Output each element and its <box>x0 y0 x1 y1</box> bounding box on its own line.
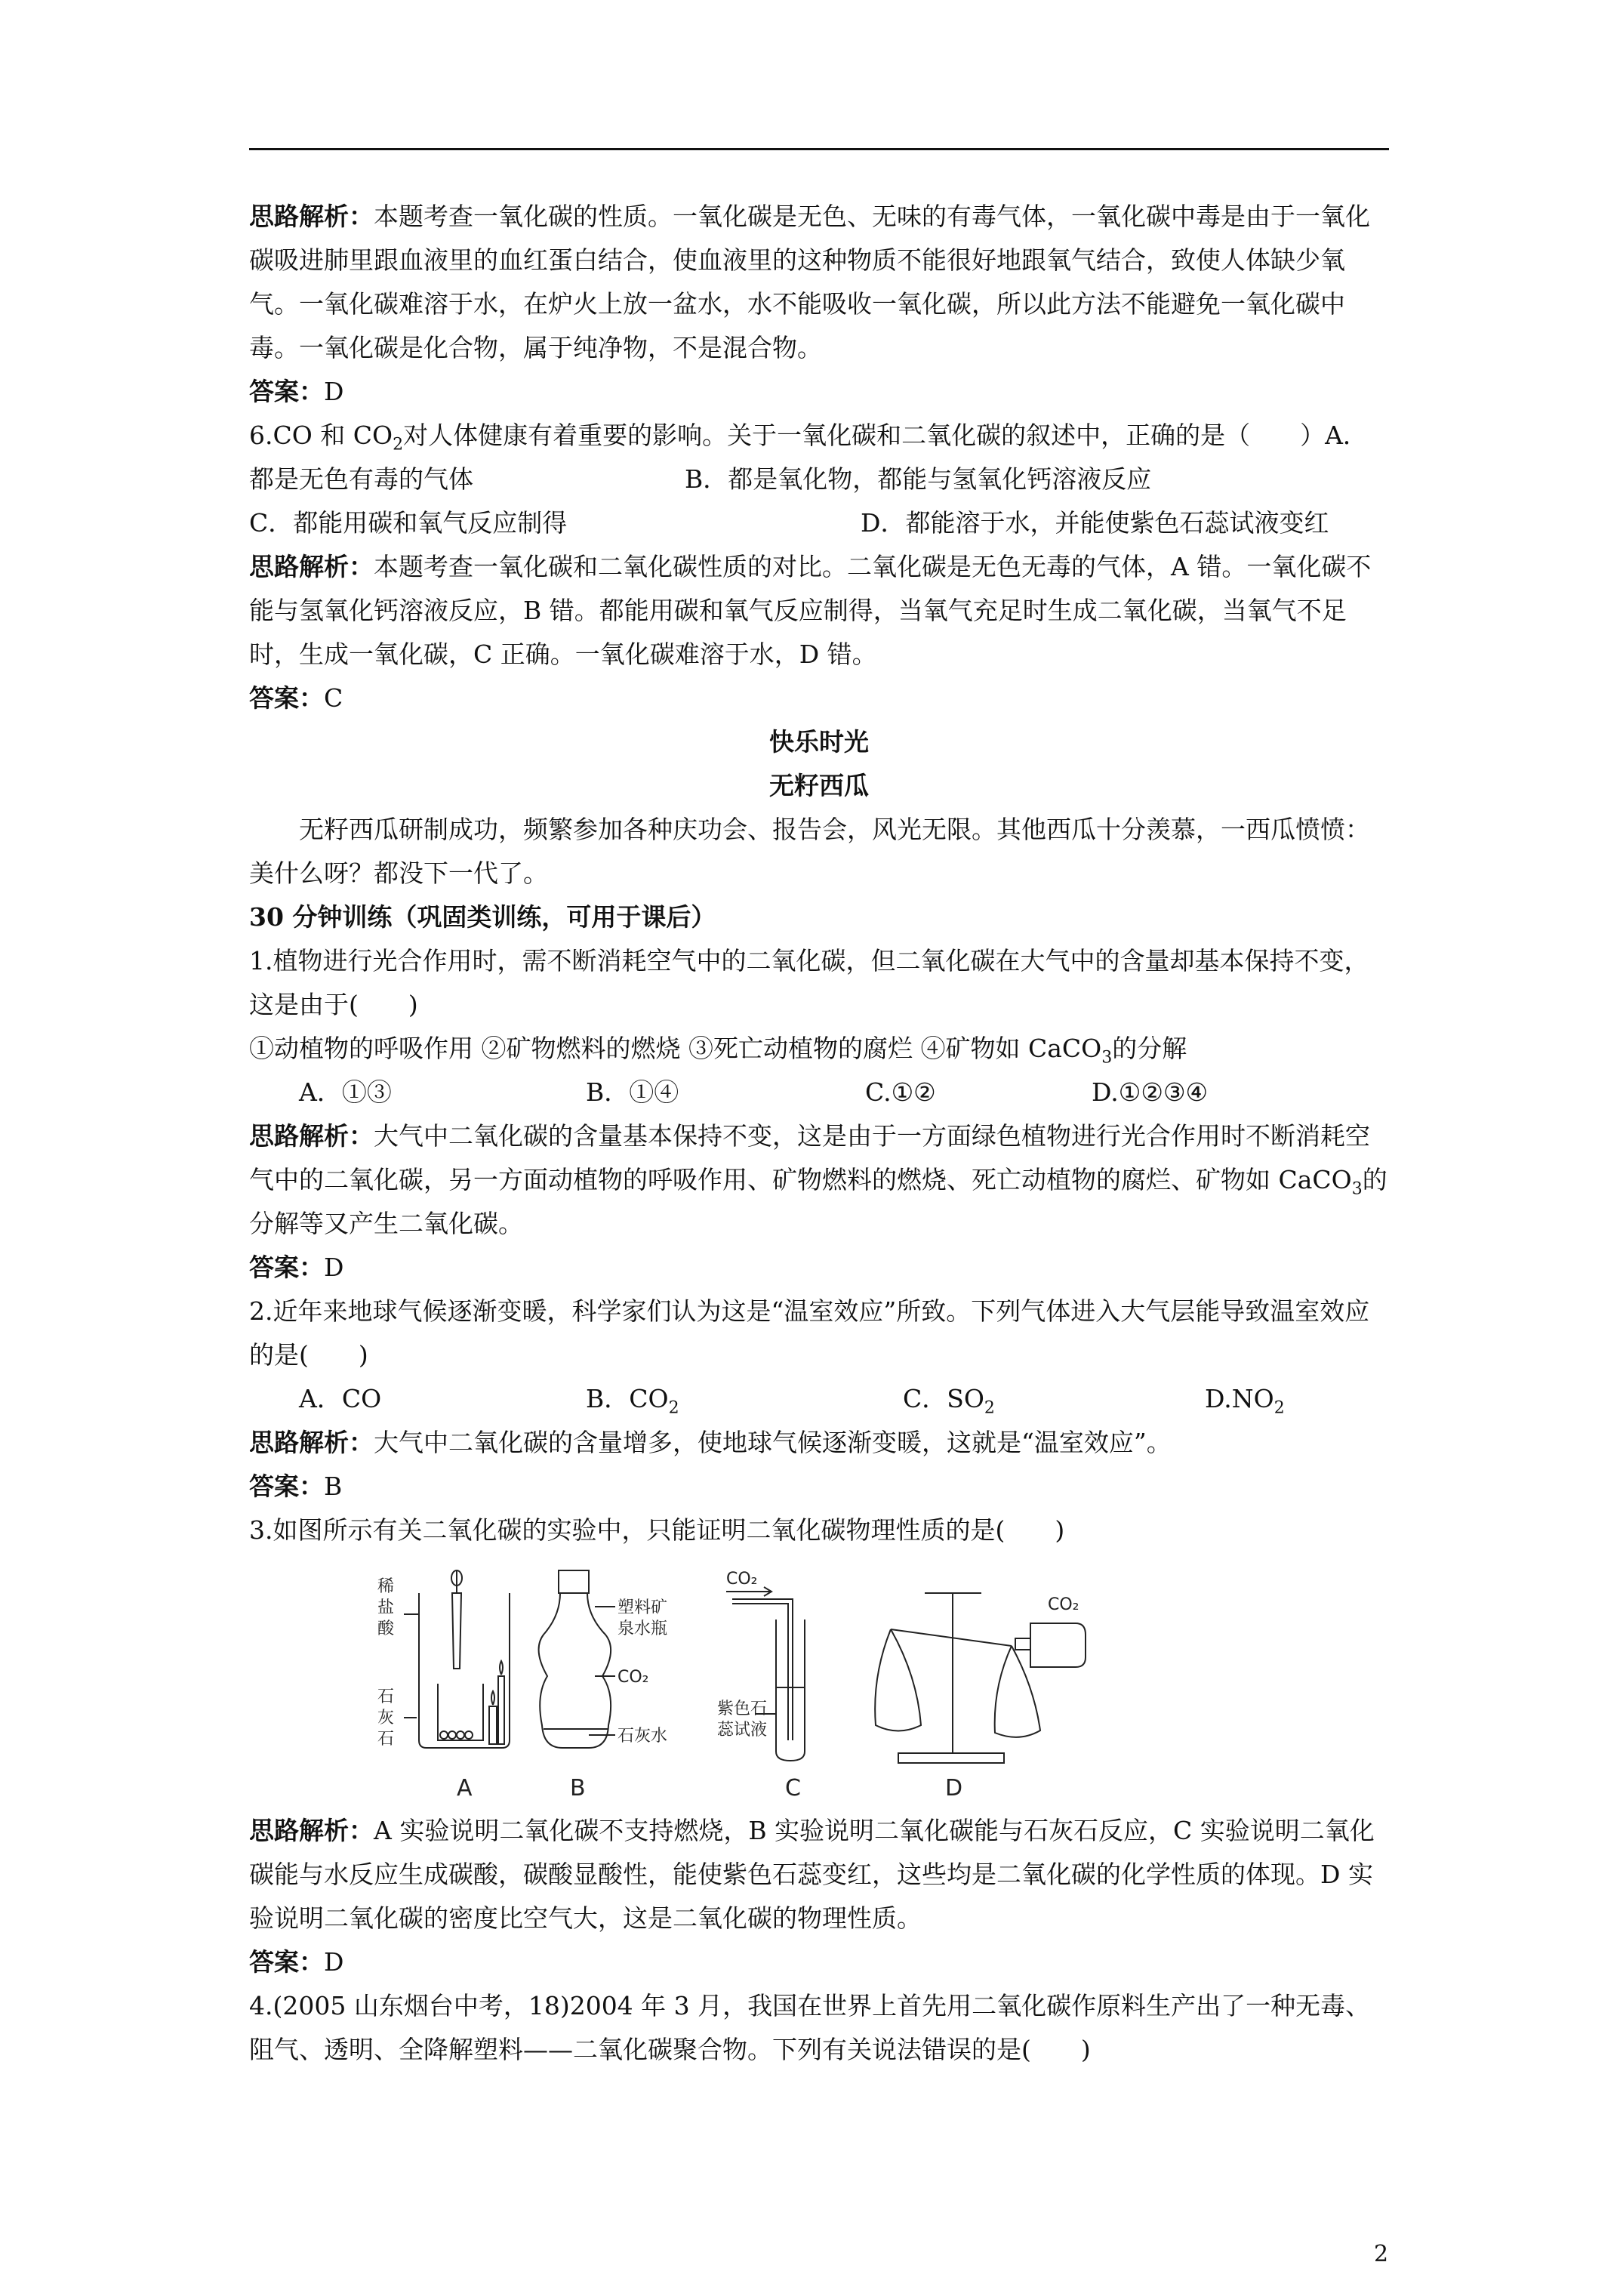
d-co2-bottle <box>1030 1623 1086 1667</box>
a-label-acid-2: 盐 <box>377 1598 395 1617</box>
apparatus-d <box>875 1593 1086 1801</box>
q5-answer: 答案：D <box>249 377 344 406</box>
q1-options <box>249 1071 1389 1114</box>
q4-stem: 4.(2005 山东烟台中考，18)2004 年 3 月，我国在世界上首先用二氧化碳作原料生产出了一种无毒、阻气、透明、全降解塑料——二氧化碳聚合物。下列有关说法错误的是( ) <box>249 1991 1371 2064</box>
q2-analysis: 思路解析：大气中二氧化碳的含量增多，使地球气候逐渐变暖，这就是“温室效应”。 <box>249 1428 1172 1457</box>
happy-title: 快乐时光 <box>769 727 869 757</box>
q2-options <box>249 1377 1389 1421</box>
q2-option-a: A．CO <box>299 1384 382 1413</box>
b-label-bottle-2: 泉水瓶 <box>617 1620 668 1638</box>
q3-analysis: 思路解析：A 实验说明二氧化碳不支持燃烧，B 实验说明二氧化碳能与石灰石反应，C 实验说明二氧化碳能与水反应生成碳酸，碳酸显酸性，能使紫色石蕊变红，这些均是二氧化碳的化学性质的体现。D 实验说明二氧化碳的密度比空气大，这是二氧化碳的物理性质。 <box>249 1816 1375 1933</box>
caption-b: B <box>570 1775 586 1801</box>
d-label-co2: CO₂ <box>1048 1595 1079 1614</box>
apparatus-a <box>377 1570 510 1801</box>
caption-d: D <box>945 1775 963 1801</box>
q2-option-b: B．$CO_2$ <box>586 1384 679 1418</box>
a-flames <box>491 1661 503 1705</box>
d-right-bag <box>995 1646 1040 1737</box>
happy-text: 无籽西瓜研制成功，频繁参加各种庆功会、报告会，风光无限。其他西瓜十分羡慕，一西瓜愤愤：美什么呀？都没下一代了。 <box>249 815 1370 888</box>
q1-analysis: 思路解析：大气中二氧化碳的含量基本保持不变，这是由于一方面绿色植物进行光合作用时不断消耗空气中的二氧化碳，另一方面动植物的呼吸作用、矿物燃料的燃烧、死亡动植物的腐烂、矿物如 CaCO$_3$的分解等又产生二氧化碳。 <box>249 1121 1387 1238</box>
d-left-bag <box>875 1629 921 1731</box>
experiment-figure <box>249 1563 1389 1803</box>
a-label-stone-2: 灰 <box>377 1709 395 1727</box>
a-label-acid-1: 稀 <box>377 1577 395 1596</box>
b-label-bottle-1: 塑料矿 <box>617 1598 668 1617</box>
a-label-stone-3: 石 <box>377 1730 395 1749</box>
d-base <box>898 1753 1004 1763</box>
q1-option-a: A．①③ <box>299 1077 392 1107</box>
a-label-stone-1: 石 <box>377 1687 395 1706</box>
b-label-co2: CO₂ <box>617 1668 649 1687</box>
q1-option-b: B．①④ <box>586 1077 679 1107</box>
q2-stem: 2.近年来地球气候逐渐变暖，科学家们认为这是“温室效应”所致。下列气体进入大气层能导致温室效应的是( ) <box>249 1296 1370 1370</box>
c-label-litmus-2: 蕊试液 <box>717 1721 768 1740</box>
c-delivery-tube <box>732 1599 793 1740</box>
d-bottle-neck <box>1015 1638 1030 1650</box>
happy-subtitle: 无籽西瓜 <box>769 771 869 800</box>
q6-answer: 答案：C <box>249 683 343 713</box>
experiment-diagram <box>362 1563 1268 1803</box>
c-test-tube <box>776 1620 805 1761</box>
q3-stem: 3.如图所示有关二氧化碳的实验中，只能证明二氧化碳物理性质的是( ) <box>249 1515 1065 1545</box>
q1-items: ①动植物的呼吸作用 ②矿物燃料的燃烧 ③死亡动植物的腐烂 ④矿物如 CaCO$_3$的分解 <box>249 1034 1187 1068</box>
a-candles <box>489 1676 504 1744</box>
d-beam <box>891 1629 1012 1646</box>
q1-option-d: D.①②③④ <box>1092 1077 1209 1107</box>
q2-option-c: C．$SO_2$ <box>903 1384 995 1418</box>
d-stand <box>925 1593 981 1753</box>
q5-analysis: 思路解析：本题考查一氧化碳的性质。一氧化碳是无色、无味的有毒气体，一氧化碳中毒是由于一氧化碳吸进肺里跟血液里的血红蛋白结合，使血液里的这种物质不能很好地跟氧气结合，致使人体缺少氧气。一氧化碳难溶于水，在炉火上放一盆水，水不能吸收一氧化碳，所以此方法不能避免一氧化碳中毒。一氧化碳是化合物，属于纯净物，不是混合物。 <box>249 202 1370 362</box>
page-content <box>249 195 1389 2072</box>
a-label-acid-3: 酸 <box>377 1620 395 1638</box>
b-bottle <box>539 1593 611 1748</box>
q1-option-c: C.①② <box>865 1077 936 1107</box>
caption-a: A <box>457 1775 473 1801</box>
q3-answer: 答案：D <box>249 1947 344 1977</box>
q6-options-cd: C．都能用碳和氧气反应制得 D．都能溶于水，并能使紫色石蕊试液变红 <box>249 508 1329 538</box>
apparatus-b <box>539 1570 667 1801</box>
q2-option-d: $D.NO_2$ <box>1205 1384 1285 1418</box>
c-label-co2: CO₂ <box>726 1570 758 1589</box>
analysis-label: 思路解析： <box>249 202 374 231</box>
q6-analysis: 思路解析：本题考查一氧化碳和二氧化碳性质的对比。二氧化碳是无色无毒的气体，A 错。一氧化碳不能与氢氧化钙溶液反应，B 错。都能用碳和氧气反应制得，当氧气充足时生成二氧化碳，当氧气不足时，生成一氧化碳，C 正确。一氧化碳难溶于水，D 错。 <box>249 552 1372 669</box>
q6-stem: 6.CO 和 $CO_2$对人体健康有着重要的影响。关于一氧化碳和二氧化碳的叙述中，正确的是（ ）A．都是无色有毒的气体 B．都是氧化物，都能与氢氧化钙溶液反应 <box>249 421 1368 494</box>
b-label-limewater: 石灰水 <box>617 1727 668 1746</box>
apparatus-c <box>717 1570 805 1801</box>
caption-c: C <box>785 1775 801 1801</box>
section-title: 30 分钟训练（巩固类训练，可用于课后） <box>249 902 716 932</box>
c-label-litmus-1: 紫色石 <box>717 1700 768 1718</box>
q2-answer: 答案：B <box>249 1472 343 1501</box>
b-leader-lines <box>589 1607 615 1735</box>
header-rule <box>249 148 1389 150</box>
a-stone <box>440 1731 448 1739</box>
a-leader-lines <box>404 1614 419 1718</box>
page-number: 2 <box>1374 2241 1389 2267</box>
b-cap <box>559 1570 589 1593</box>
q1-answer: 答案：D <box>249 1253 344 1282</box>
q1-stem: 1.植物进行光合作用时，需不断消耗空气中的二氧化碳，但二氧化碳在大气中的含量却基本保持不变，这是由于( ) <box>249 946 1369 1019</box>
